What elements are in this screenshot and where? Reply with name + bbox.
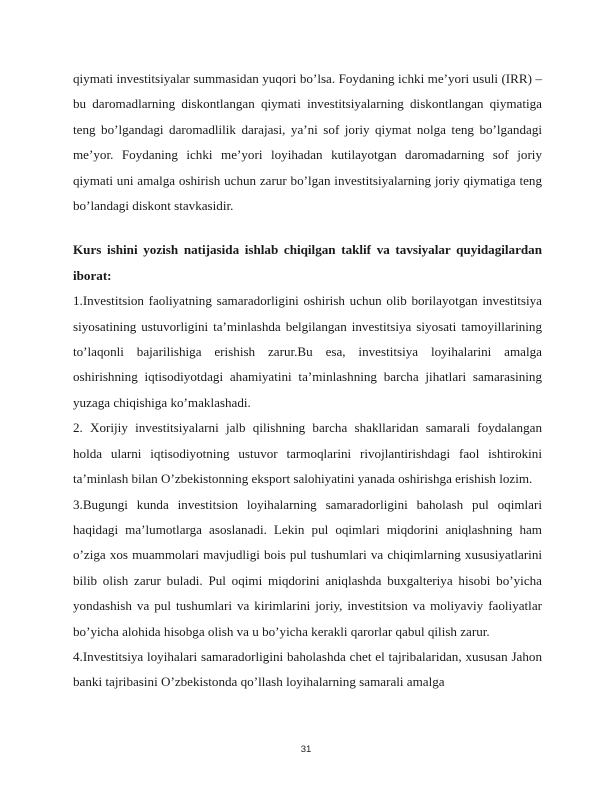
page-number: 31 — [300, 744, 312, 755]
paragraph-irr-definition: qiymati investitsiyalar summasidan yuqori bo’lsa. Foydaning ichki me’yori usuli (IRR) – bu daromadlarning diskontlangan qiymati investitsiyalarning diskontlangan qiymatiga teng bo’lgandagi daromadlilik darajasi, ya’ni sof joriy qiymat nolga teng bo’lgandagi me’yor. Foydaning ichki me’yori loyihadan kutilayotgan daromadarning sof joriy qiymati uni amalga oshirish uchun zarur bo’lgan investitsiyalarning joriy qiymatiga teng bo’landagi diskont stavkasidir. — [73, 71, 542, 214]
document-body — [73, 66, 542, 695]
recommendation-3: 3.Bugungi kunda investitsion loyihalarning samaradorligini baholash pul oqimlari haqidagi ma’lumotlarga asoslanadi. Lekin pul oqimlari miqdorini aniqlashning ham o’ziga xos muammolari mavjudligi bois pul tushumlari va chiqimlarning xususiyatlarini bilib olish zarur buladi. Pul oqimi miqdorini aniqlashda buxgalteriya hisobi bo’yicha yondashish va pul tushumlari va kirimlarini joriy, investitsion va moliyaviy faoliyatlar bo’yicha alohida hisobga olish va u bo’yicha kerakli qarorlar qabul qilish zarur. — [73, 496, 542, 639]
section-heading-recommendations: Kurs ishini yozish natijasida ishlab chiqilgan taklif va tavsiyalar quyidagilardan iborat: — [73, 242, 542, 283]
recommendation-4: 4.Investitsiya loyihalari samaradorligini baholashda chet el tajribalaridan, xususan Jahon banki tajribasini O’zbekistonda qo’llash loyihalarning samarali amalga — [73, 648, 542, 690]
recommendation-1: 1.Investitsion faoliyatning samaradorligini oshirish uchun olib borilayotgan investitsiya siyosatining ustuvorligini ta’minlashda belgilangan investitsiya siyosati tamoyillarining to’laqonli bajarilishiga erishish zarur.Bu esa, investitsiya loyihalarini amalga oshirishning iqtisodiyotdagi ahamiyatini ta’minlashning barcha jihatlari samarasining yuzaga chiqishiga ko’maklashadi. — [73, 293, 542, 410]
paragraph-gap — [73, 218, 542, 237]
recommendation-2: 2. Xorijiy investitsiyalarni jalb qilishning barcha shakllaridan samarali foydalangan holda ularni iqtisodiyotning ustuvor tarmoqlarini rivojlantirishdagi faol ishtirokini ta’minlash bilan O’zbekistonning eksport salohiyatini yanada oshirishga erishish lozim. — [73, 420, 542, 487]
